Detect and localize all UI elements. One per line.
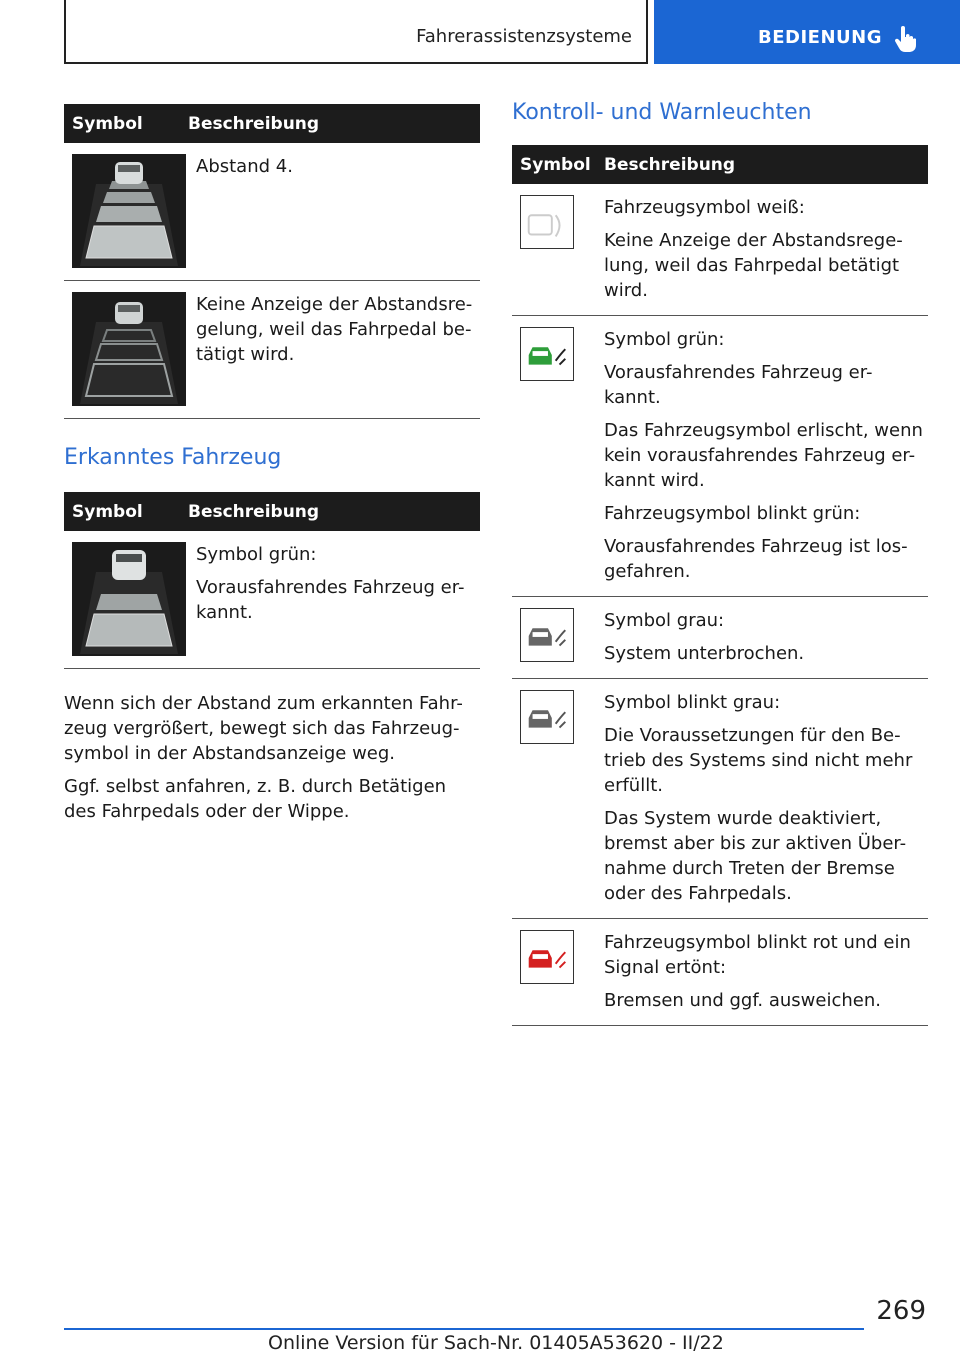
table-row [512,184,928,316]
row-text: Vorausfahrendes Fahrzeug er-kannt. [196,577,465,623]
pointing-hand-icon [894,26,918,52]
table-row [64,281,480,419]
footer-online-version: Online Version für Sach-Nr. 01405A53620 - II/22 [268,1332,724,1354]
table-row [512,919,928,1026]
row-text: Symbol grün: [196,544,317,565]
row-text: Die Voraussetzungen für den Be-trieb des Systems sind nicht mehr erfüllt. [604,725,913,796]
row-text: Symbol grau: [604,610,725,631]
header-chapter-box [64,0,648,64]
header-description: Beschreibung [188,113,320,134]
no-distance-display-image [72,292,186,406]
table-header [64,104,480,143]
row-text: Abstand 4. [196,156,293,177]
vehicle-gray-icon [520,608,574,662]
section-title: Erkanntes Fahrzeug [64,445,282,470]
right-column [512,100,928,1026]
row-text: Symbol blinkt grau: [604,692,781,713]
section-title: Kontroll- und Warnleuchten [512,100,812,125]
page-number: 269 [876,1296,926,1326]
table-row [64,531,480,669]
vehicle-red-icon [520,930,574,984]
row-text: Fahrzeugsymbol blinkt grün: [604,503,861,524]
vehicle-green-icon [520,327,574,381]
row-text: Das System wurde deaktiviert, bremst aber bis zur aktiven Über-nahme durch Treten der Bremse oder des Fahrpedals. [604,808,907,904]
table-row [512,597,928,679]
header-chapter: Fahrerassistenzsysteme [416,26,632,47]
table-row [64,143,480,281]
table-header [64,492,480,531]
footer-divider [64,1328,864,1330]
vehicle-gray-blinking-icon [520,690,574,744]
header-symbol: Symbol [72,501,143,522]
row-text: Fahrzeugsymbol weiß: [604,197,805,218]
row-text: Vorausfahrendes Fahrzeug er-kannt. [604,362,873,408]
left-column [64,104,480,832]
row-text: Fahrzeugsymbol blinkt rot und ein Signal ertönt: [604,932,911,978]
table-header [512,145,928,184]
row-text: Keine Anzeige der Abstandsre-gelung, weil das Fahrpedal be-tätigt wird. [196,294,473,365]
row-text: Keine Anzeige der Abstandsrege-lung, weil das Fahrpedal betätigt wird. [604,230,903,301]
body-paragraph: Ggf. selbst anfahren, z. B. durch Betätigen des Fahrpedals oder der Wippe. [64,776,447,822]
header-section: BEDIENUNG [758,27,882,48]
vehicle-white-icon [520,195,574,249]
row-text: Bremsen und ggf. ausweichen. [604,990,881,1011]
row-text: Symbol grün: [604,329,725,350]
row-text: Vorausfahrendes Fahrzeug ist los-gefahren. [604,536,908,582]
detected-vehicle-image [72,542,186,656]
table-row [512,679,928,919]
header-symbol: Symbol [520,154,591,175]
header-section-box [654,0,960,64]
row-text: System unterbrochen. [604,643,805,664]
header-description: Beschreibung [188,501,320,522]
header-symbol: Symbol [72,113,143,134]
header-description: Beschreibung [604,154,736,175]
body-paragraph: Wenn sich der Abstand zum erkannten Fahr-zeug vergrößert, bewegt sich das Fahrzeug-symbol in der Abstandsanzeige weg. [64,693,463,764]
row-text: Das Fahrzeugsymbol erlischt, wenn kein vorausfahrendes Fahrzeug er-kannt wird. [604,420,923,491]
distance-4-display-image [72,154,186,268]
table-row [512,316,928,597]
